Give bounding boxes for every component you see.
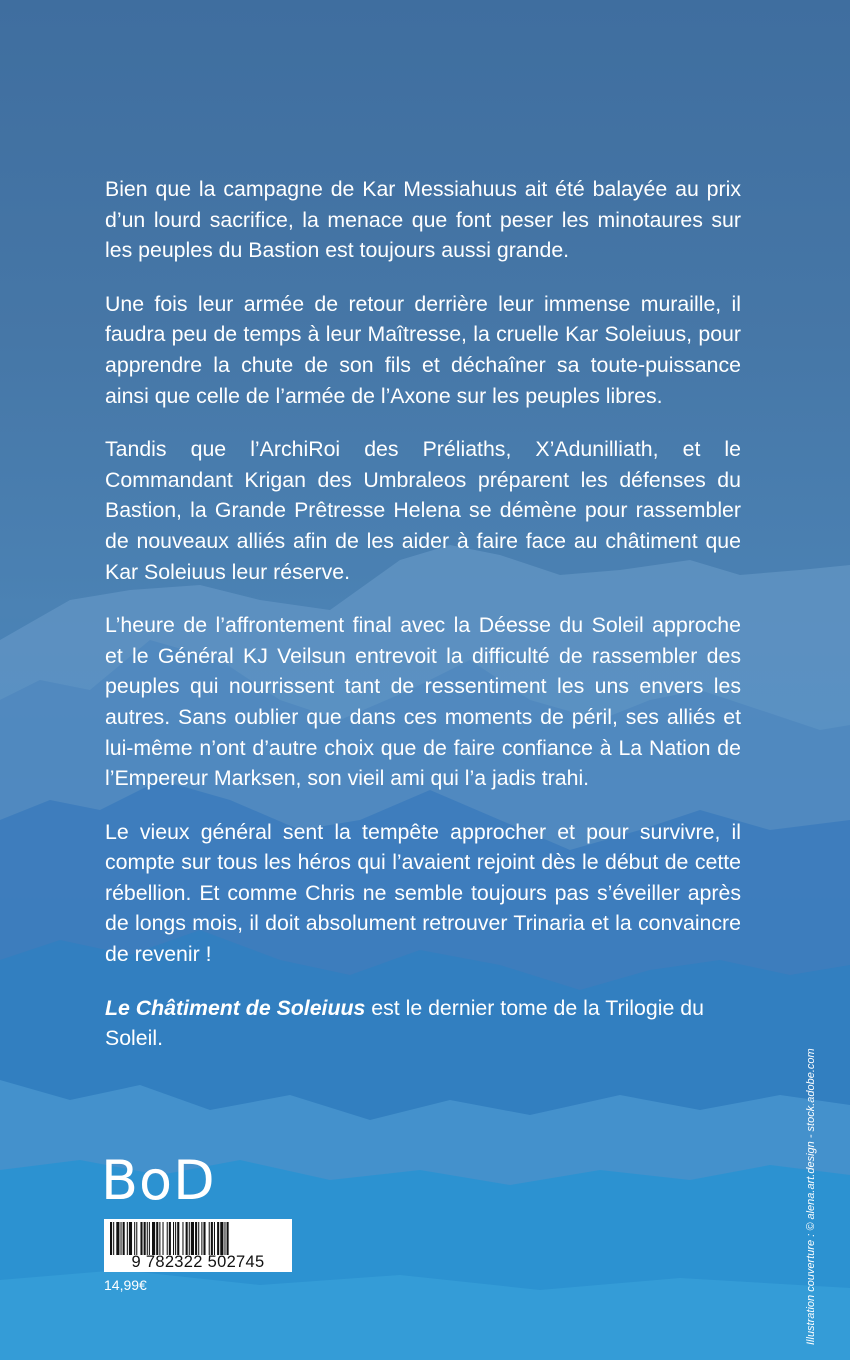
barcode-bar (167, 1222, 168, 1255)
barcode-bar (220, 1222, 223, 1255)
barcode-bar (217, 1222, 219, 1255)
barcode-bar (224, 1222, 225, 1255)
barcode-bars (108, 1222, 288, 1255)
barcode-bar (211, 1222, 213, 1255)
synopsis-paragraph-3: Tandis que l’ArchiRoi des Préliaths, X’Adunilliath, et le Commandant Krigan des Umbraleos préparent les défenses du Bastion, la Grande Prêtresse Helena se démène pour rassembler de nouveaux alliés afin de les aider à faire face au châtiment que Kar Soleiuus leur réserve. (105, 437, 741, 584)
barcode-bar (201, 1222, 202, 1255)
barcode-bar (186, 1222, 188, 1255)
barcode-bar (149, 1222, 150, 1255)
barcode-bar (147, 1222, 148, 1255)
barcode-bar (116, 1222, 119, 1255)
barcode-bar (140, 1222, 142, 1255)
barcode-bar (152, 1222, 155, 1255)
barcode-bar (163, 1222, 164, 1255)
barcode-bar (198, 1222, 199, 1255)
price: 14,99€ (104, 1277, 147, 1293)
barcode-bar (159, 1222, 160, 1255)
barcode-bar (189, 1222, 190, 1255)
barcode-bar (113, 1222, 114, 1255)
barcode-bar (156, 1222, 158, 1255)
closing-paragraph (105, 993, 741, 1054)
barcode-bar (209, 1222, 210, 1255)
barcode-bar (191, 1222, 194, 1255)
barcode-bar (136, 1222, 137, 1255)
barcode-bar (203, 1222, 205, 1255)
barcode-bar (129, 1222, 132, 1255)
barcode-bar (169, 1222, 171, 1255)
book-title: Le Châtiment de Soleiuus (105, 995, 366, 1020)
isbn-digits: 9 782322 502745 (131, 1253, 265, 1271)
illustration-credit: Illustration couverture : © alena.art.design - stock.adobe.com (805, 1048, 817, 1345)
barcode-bar (175, 1222, 176, 1255)
synopsis-paragraph-5: Le vieux général sent la tempête approcher et pour survivre, il compte sur tous les héros qui l’avaient rejoint dès le début de cette rébellion. Et comme Chris ne semble toujours pas s’éveiller après de longs mois, il doit absolument retrouver Trinaria et la convaincre de revenir ! (105, 819, 741, 967)
synopsis-text (105, 174, 741, 1077)
barcode-bar (134, 1222, 135, 1255)
barcode-bar (227, 1222, 229, 1255)
synopsis-paragraph-4: L’heure de l’affrontement final avec la Déesse du Soleil approche et le Général KJ Veilsun entrevoit la difficulté de rassembler des peuples qui nourrissent tant de ressentiment les uns envers les autres. Sans oublier que dans ces moments de péril, ses alliés et lui-même n’ont d’autre choix que de faire confiance à La Nation de l’Empereur Marksen, son vieil ami qui l’a jadis trahi. (105, 613, 741, 791)
synopsis-paragraph-1: Bien que la campagne de Kar Messiahuus ait été balayée au prix d’un lourd sacrifice, la menace que font peser les minotaures sur les peuples du Bastion est toujours aussi grande. (105, 177, 741, 263)
closing-text: est le dernier tome de la Trilogie du Soleil. (105, 995, 704, 1051)
barcode-bar (110, 1222, 112, 1255)
barcode-bar (121, 1222, 122, 1255)
synopsis-paragraph-2: Une fois leur armée de retour derrière leur immense muraille, il faudra peu de temps à leur Maîtresse, la cruelle Kar Soleiuus, pour apprendre la chute de son fils et déchaîner sa toute-puissance ainsi que celle de l’armée de l’Axone sur les peuples libres. (105, 291, 741, 408)
barcode-bar (144, 1222, 146, 1255)
publisher-logo: BoD (101, 1149, 216, 1212)
barcode-bar (173, 1222, 174, 1255)
isbn-barcode (104, 1219, 292, 1272)
barcode-bar (127, 1222, 128, 1255)
barcode-bar (123, 1222, 125, 1255)
barcode-bar (214, 1222, 215, 1255)
barcode-bar (177, 1222, 179, 1255)
barcode-bar (195, 1222, 197, 1255)
barcode-bar (182, 1222, 183, 1255)
